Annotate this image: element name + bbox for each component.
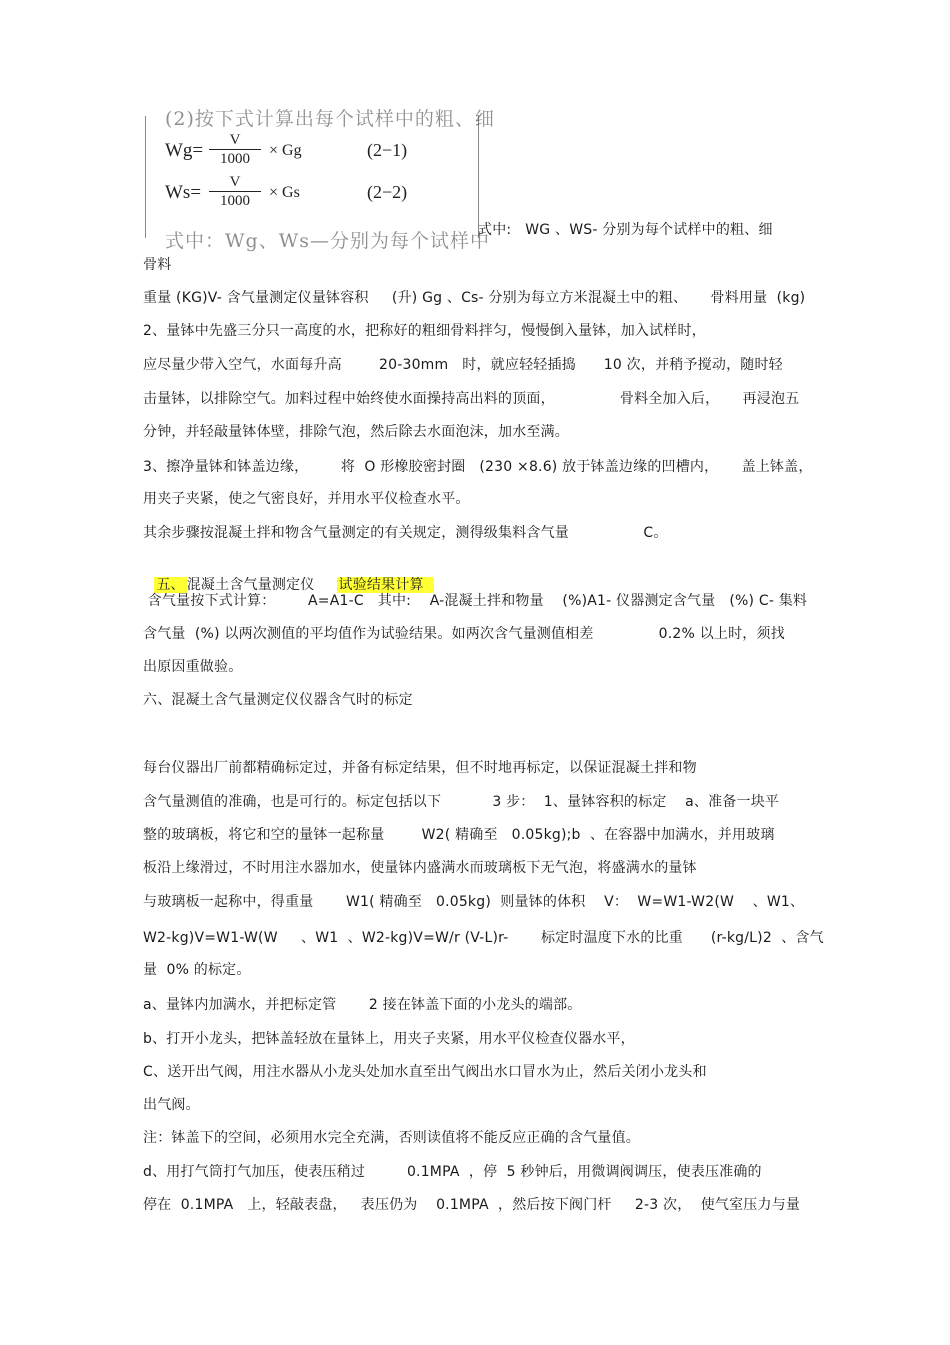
text-line: 板沿上缘滑过，不时用注水器加水，使量钵内盛满水而玻璃板下无气泡，将盛满水的量钵: [143, 860, 697, 876]
formula-left-border: [145, 116, 146, 238]
formula-cut-bottom-text: 式中：Wg、Ws—分别为每个试样中: [165, 230, 490, 252]
text-line: 量 0% 的标定。: [143, 962, 251, 978]
formula-ws-fraction: [209, 174, 261, 209]
text-line: 其余步骤按混凝土拌和物含气量测定的有关规定，测得级集料含气量 C。: [143, 525, 668, 541]
formula-ws-rhs: × Gs: [269, 184, 300, 201]
text-line: a、量钵内加满水，并把标定管 2 接在钵盖下面的小龙头的端部。: [143, 997, 582, 1013]
formula-wg-eqno: (2−1): [367, 140, 408, 160]
text-line: 重量 (KG)V- 含气量测定仪量钵容积 (升) Gg 、Cs- 分别为每立方米混凝土中的粗、 骨料用量 (kg): [143, 290, 806, 306]
text-line: 含气量测值的准确，也是可行的。标定包括以下 3 步： 1、量钵容积的标定 a、准备一块平: [143, 794, 780, 810]
text-line: 每台仪器出厂前都精确标定过，并备有标定结果，但不时地再标定，以保证混凝土拌和物: [143, 760, 697, 776]
text-line: 出原因重做验。: [143, 659, 243, 675]
text-line: 骨料: [143, 257, 172, 273]
text-line: 注：钵盖下的空间，必须用水完全充满，否则读值将不能反应正确的含气量值。: [143, 1130, 640, 1146]
text-line: b、打开小龙头，把钵盖轻放在量钵上，用夹子夹紧，用水平仪检查仪器水平，: [143, 1031, 635, 1047]
highlighted-text: 五、: [156, 577, 185, 593]
fraction-bar: [209, 149, 261, 150]
highlighted-text: 试验结果计算: [337, 577, 434, 593]
text-line: 出气阀。: [143, 1097, 200, 1113]
text-line: 2、量钵中先盛三分只一高度的水，把称好的粗细骨料拌匀，慢慢倒入量钵，加入试样时，: [143, 323, 706, 339]
formula-ws-numerator: V: [229, 174, 241, 190]
text-line: C、送开出气阀，用注水器从小龙头处加水直至出气阀出水口冒水为止，然后关闭小龙头和: [143, 1064, 707, 1080]
text-line: 用夹子夹紧，使之气密良好，并用水平仪检查水平。: [143, 491, 470, 507]
text-line: 应尽量少带入空气，水面每升高 20-30mm 时，就应轻轻插捣 10 次，并稍予搅动，随时轻: [143, 357, 783, 373]
formula-cut-top-text: (2)按下式计算出每个试样中的粗、细: [165, 108, 495, 130]
formula-wg-lhs: Wg=: [165, 140, 204, 161]
text-line: 击量钵，以排除空气。加料过程中始终使水面操持高出料的顶面， 骨料全加入后， 再浸泡五: [143, 391, 800, 407]
formula-wg-fraction: [209, 132, 261, 167]
text-line: W2-kg)V=W1-W(W 、W1 、W2-kg)V=W/r (V-L)r- 标定时温度下水的比重 (r-kg/L)2 、含气: [143, 930, 824, 946]
text-line: 含气量按下式计算： A=A1-C 其中: A-混凝土拌和物量 (%)A1- 仪器测定含气量 (%) C- 集料: [143, 593, 808, 609]
text-line: 停在 0.1MPA 上，轻敲表盘， 表压仍为 0.1MPA ，然后按下阀门杆 2-3 次， 使气室压力与量: [143, 1197, 801, 1213]
heading-middle-text: 混凝土含气量测定仪: [186, 577, 315, 593]
formula-image: [145, 108, 495, 252]
formula-right-border: [478, 116, 479, 238]
text-line: 式中: WG 、WS- 分别为每个试样中的粗、细: [478, 222, 773, 238]
formula-wg-rhs: × Gg: [269, 142, 302, 159]
formula-ws-denominator: 1000: [220, 193, 250, 209]
text-line: 分钟，并轻敲量钵体壁，排除气泡，然后除去水面泡沫，加水至满。: [143, 424, 569, 440]
formula-wg-denominator: 1000: [220, 151, 250, 167]
text-line: d、用打气筒打气加压，使表压稍过 0.1MPA ，停 5 秒钟后，用微调阀调压，使表压准确的: [143, 1164, 762, 1180]
text-line: 与玻璃板一起称中，得重量 W1( 精确至 0.05kg) 则量钵的体积 V： W=W1-W2(W 、W1、: [143, 894, 805, 910]
text-line: 整的玻璃板，将它和空的量钵一起称量 W2( 精确至 0.05kg);b 、在容器中加满水，并用玻璃: [143, 827, 775, 843]
fraction-bar: [209, 191, 261, 192]
formula-wg-numerator: V: [229, 132, 241, 148]
formula-ws-lhs: Ws=: [165, 182, 202, 203]
formula-ws-eqno: (2−2): [367, 182, 408, 202]
section-heading-5: [145, 558, 434, 594]
section-heading-6: 六、混凝土含气量测定仪仪器含气时的标定: [143, 692, 413, 708]
text-line: 含气量 (%) 以两次测值的平均值作为试验结果。如两次含气量测值相差 0.2% 以上时，须找: [143, 626, 785, 642]
text-line: 3、擦净量钵和钵盖边缘， 将 O 形橡胶密封圈 (230 ×8.6) 放于钵盖边缘的凹槽内， 盖上钵盖，: [143, 459, 813, 475]
